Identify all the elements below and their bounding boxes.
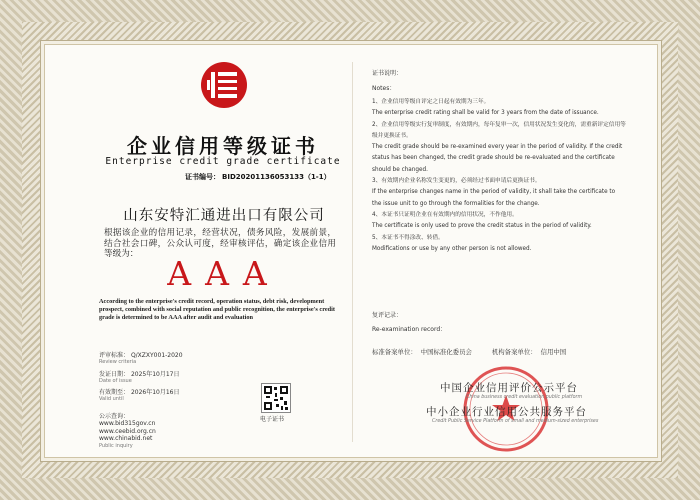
review-record-label: 复评记录： <box>372 312 403 319</box>
certificate-title-en: Enterprise credit grade certificate <box>105 156 341 167</box>
meta-public-inquiry <box>99 405 156 458</box>
note-item: 3、有效期内企业名称发生变更的，必须经过书面申请后更换证书。 <box>372 178 541 185</box>
meta-label: 发证日期： <box>99 371 130 378</box>
qr-code-icon[interactable] <box>261 383 291 413</box>
note-item: 1、企业信用等级自评定之日起有效期为三年。 <box>372 99 490 105</box>
meta-label: 评审标准： <box>99 352 130 359</box>
meta-value: Q/XZXY001-2020 <box>130 352 183 359</box>
column-divider <box>352 62 353 442</box>
company-name: 山东安特汇通进出口有限公司 <box>123 208 325 224</box>
note-item: The certificate is only used to prove the credit status in the period of validity. <box>372 223 592 230</box>
note-item: 5、本证书不得涂改、转借。 <box>372 234 444 241</box>
review-record-label-en: Re-examination record： <box>372 326 447 333</box>
note-item: Modifications or use by any other person is not allowed. <box>372 245 532 252</box>
description-cn: 根据该企业的信用记录，经营状况，债务风险，发展前景，结合社会口碑，公众认可度，经审核评估，确定该企业信用等级为： <box>104 228 336 259</box>
note-item: 4、本证书只证明企业在有效期内的信用状况，不作他用。 <box>372 211 518 218</box>
meta-value: www.bid315gov.cn www.ceebid.org.cn www.chinabid.net <box>99 420 156 442</box>
platform-name-2: 中小企业行业信用公共服务平台 <box>426 406 587 418</box>
standard-registration-value: 中国标准化委员会 <box>420 348 472 356</box>
notes-heading: 证书说明： <box>372 70 403 77</box>
certificate-number-value: BID20201136053133（1-1） <box>222 173 331 181</box>
note-item: 2、企业信用等级实行复审制度，有效期内，每年复审一次，信用状况发生变化的，需重新评定信用等级并更换证书。 <box>372 121 626 139</box>
meta-sub: Date of issue <box>99 378 132 384</box>
standard-registration-label: 标准备案单位： <box>372 348 417 356</box>
description-en: According to the enterprise's credit record, operation status, debt risk, development prospect, combined with social reputation and public recognition, the enterprise's credit grade is determined to be AAA after audit and evaluation <box>99 298 336 321</box>
platform-name-1: 中国企业信用评价公示平台 <box>440 382 578 394</box>
credit-grade: AAA <box>167 254 281 293</box>
agency-registration-value: 信用中国 <box>540 348 567 356</box>
notes-list <box>372 97 626 255</box>
certificate-number <box>185 172 331 182</box>
platform-name-2-en: Credit Public Service Platform of small and medium-sized enterprises <box>432 419 599 424</box>
meta-valid-until <box>99 387 179 402</box>
meta-value: 2026年10月16日 <box>130 389 180 396</box>
certificate-number-label: 证书编号： <box>185 173 220 181</box>
platform-name-1-en: China business credit evaluation public platform <box>466 395 583 400</box>
certificate-title: 企业信用等级证书 <box>127 134 319 158</box>
note-item: The enterprise credit rating shall be valid for 3 years from the date of issuance. <box>372 110 599 117</box>
meta-review-criteria <box>99 350 183 365</box>
credit-logo-icon <box>199 60 249 110</box>
note-item: If the enterprise changes name in the period of validity, it shall take the certificate to the issue unit to go through the formalities for the change. <box>372 189 616 207</box>
meta-sub: Review criteria <box>99 359 137 365</box>
qr-label: 电子证书 <box>260 416 285 423</box>
notes-heading-en: Notes： <box>372 85 396 92</box>
agency-registration-label: 机构备案单位： <box>491 348 537 356</box>
meta-label: 有效期至： <box>99 389 130 396</box>
registration-line <box>372 347 570 356</box>
note-item: The credit grade should be re-examined every year in the period of validity. If the credit status has been changed, the credit grade should be re-evaluated and the certificate should be changed. <box>372 144 623 173</box>
meta-value: 2025年10月17日 <box>130 371 180 378</box>
meta-sub: Public inquiry <box>99 442 133 449</box>
meta-issue-date <box>99 369 179 384</box>
meta-label: 公示查询： <box>99 412 130 420</box>
meta-sub: Valid until <box>99 396 124 402</box>
